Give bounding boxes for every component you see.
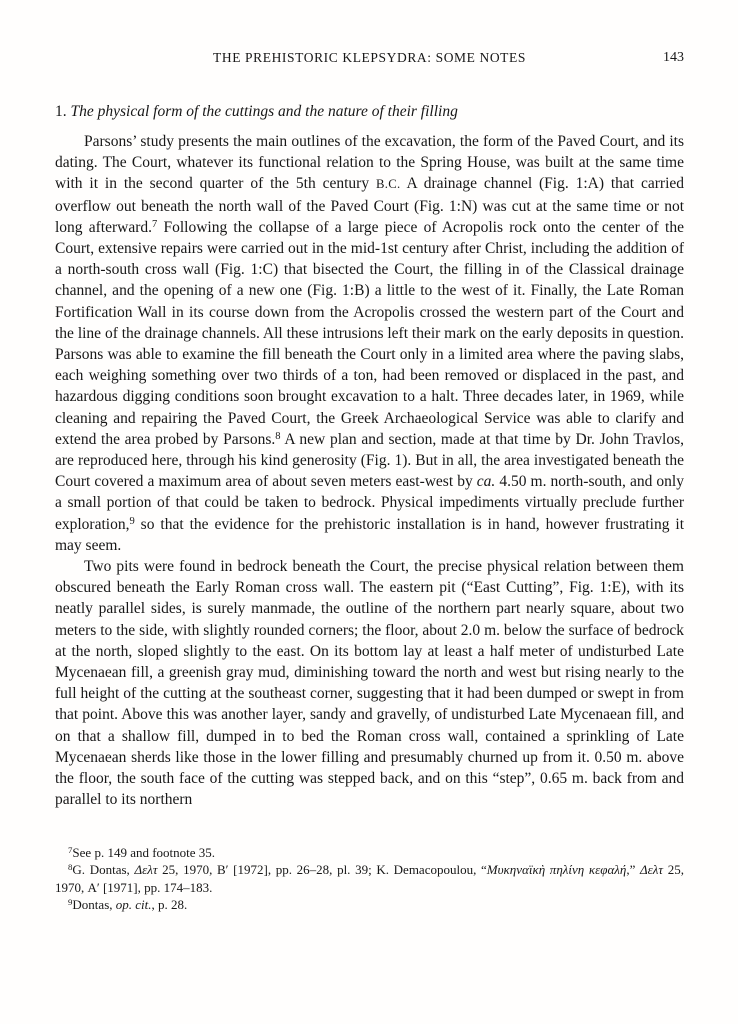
footnote: $^9$Dontas, op. cit., p. 28. [68, 897, 188, 912]
footnotes-block [55, 844, 684, 914]
section-title: The physical form of the cuttings and the nature of their filling [70, 103, 458, 120]
page-number: 143 [663, 50, 684, 65]
section-heading [55, 103, 684, 121]
running-head [55, 50, 684, 66]
body-paragraph: Parsons’ study presents the main outlines of the excavation, the form of the Paved Court, and its dating. The Court, whatever its functional relation to the Spring House, was built at the same time with it in the second quarter of the 5th century B.C. A drainage channel (Fig. 1:A) that carried overflow out beneath the north wall of the Paved Court (Fig. 1:N) was cut at the same time or not long afterward.$^7$ Following the collapse of a large piece of Acropolis rock onto the center of the Court, extensive repairs were carried out in the mid-1st century after Christ, including the addition of a north-south cross wall (Fig. 1:C) that bisected the Court, the filling in of the Classical drainage channel, and the opening of a new one (Fig. 1:B) a little to the west of it. Finally, the Late Roman Fortification Wall in its course down from the Acropolis crossed the western part of the Court and the line of the drainage channels. All these intrusions left their mark on the early deposits in question. Parsons was able to examine the fill beneath the Court only in a limited area where the paving slabs, each weighing something over two thirds of a ton, had been removed or displaced in the past, and hazardous digging conditions soon brought excavation to a halt. Three decades later, in 1969, while cleaning and repairing the Paved Court, the Greek Archaeological Service was able to clarify and extend the area probed by Parsons.$^8$ A new plan and section, made at that time by Dr. John Travlos, are reproduced here, through his kind generosity (Fig. 1). But in all, the area investigated beneath the Court covered a maximum area of about seven meters east-west by ca. 4.50 m. north-south, and only a small portion of that could be taken to bedrock. Physical impediments virtually preclude further exploration,$^9$ so that the evidence for the prehistoric installation is in hand, however frustrating it may seem. [55, 133, 685, 554]
body-paragraph: Two pits were found in bedrock beneath the Court, the precise physical relation between them obscured beneath the Early Roman cross wall. The eastern pit (“East Cutting”, Fig. 1:E), with its neatly parallel sides, is surely manmade, the outline of the northern part nearly square, about two meters to the side, with slightly rounded corners; the floor, about 2.0 m. below the surface of bedrock at the north, sloped slightly to the east. On its bottom lay at least a half meter of undisturbed Late Mycenaean fill, a greenish gray mud, diminishing toward the north and west but rising nearly to the full height of the cutting at the southeast corner, suggesting that it had been dumped or swept in from that point. Above this was another layer, sandy and gravelly, of undisturbed Late Mycenaean fill, and on that a shallow fill, dumped in to bed the Roman cross wall, contained a sprinkling of Late Mycenaean sherds like those in the lower filling and presumably churned up from it. 0.50 m. above the floor, the south face of the cutting was stepped back, and on this “step”, 0.65 m. back from and parallel to its northern [55, 558, 684, 809]
section-number: 1. [55, 103, 67, 120]
footnote: $^8$G. Dontas, Δελτ 25, 1970, B′ [1972], pp. 26–28, pl. 39; K. Demacopoulou, “Μυκηναϊκὴ πηλίνη κεφαλή,” Δελτ 25, 1970, A′ [1971], pp. 174–183. [55, 862, 685, 895]
footnote: $^7$See p. 149 and footnote 35. [68, 844, 216, 860]
running-head-title: THE PREHISTORIC KLEPSYDRA: SOME NOTES [213, 50, 526, 65]
